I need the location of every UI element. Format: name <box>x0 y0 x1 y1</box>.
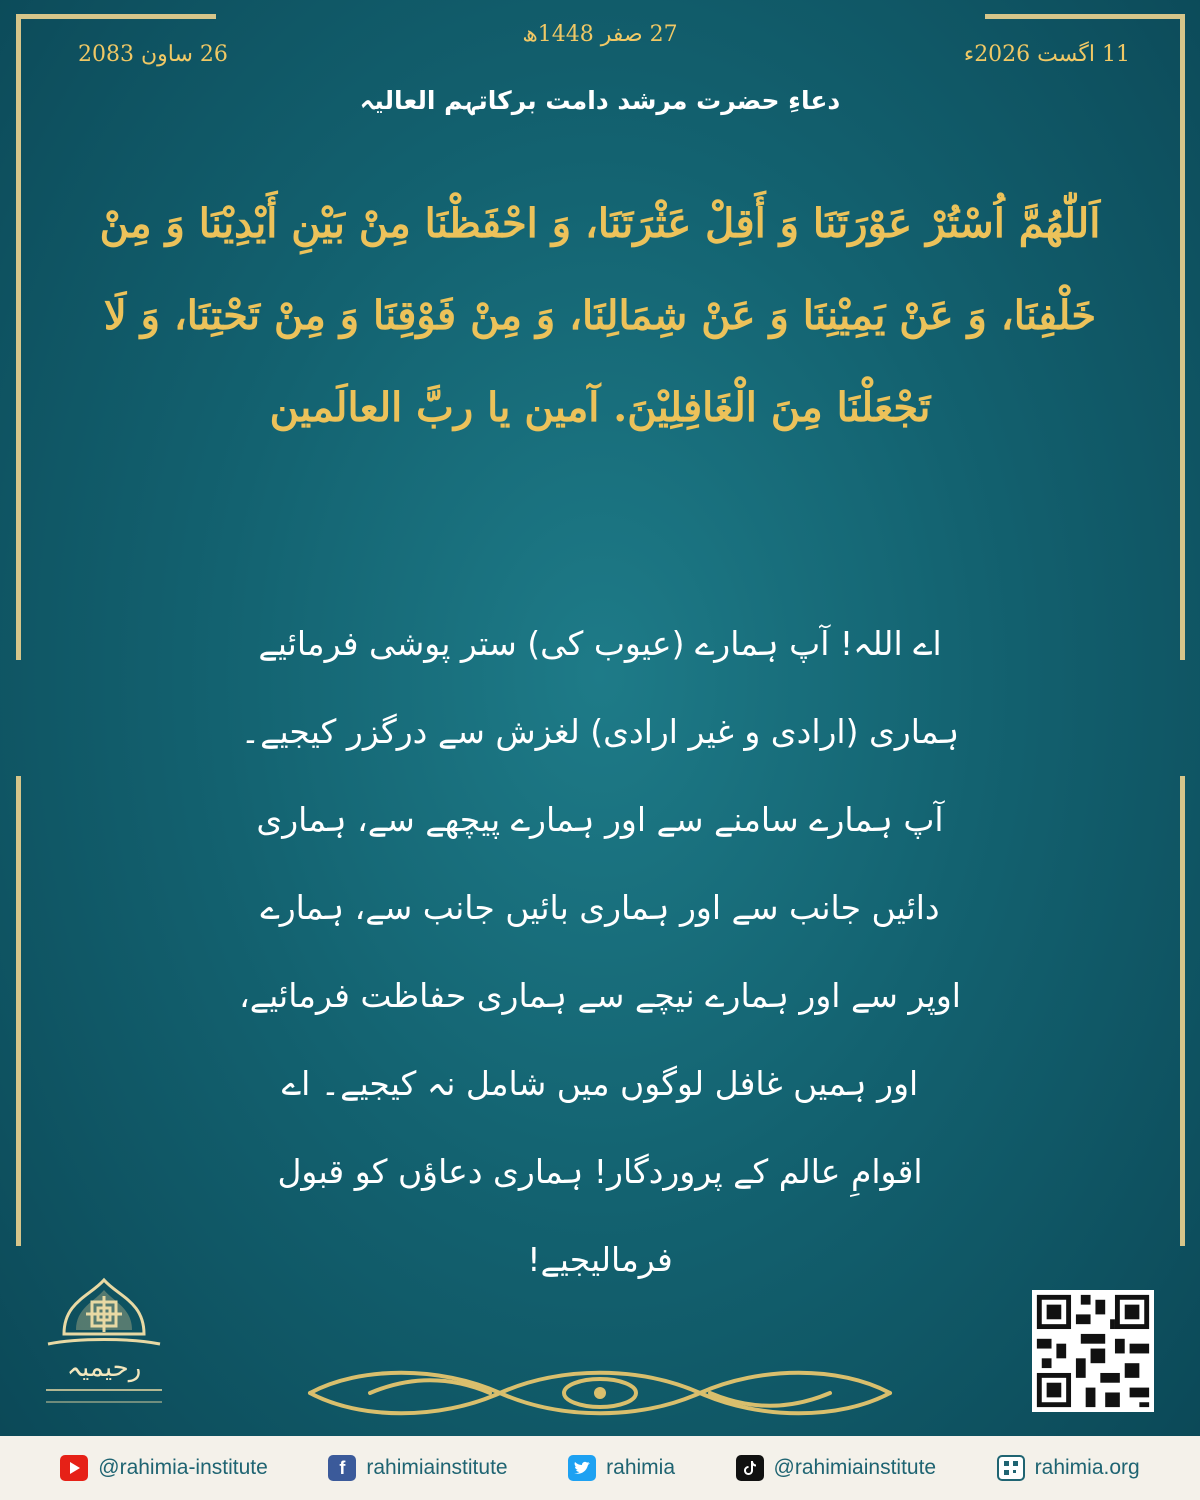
page-title: دعاءِ حضرت مرشد دامت برکاتہم العالیہ <box>359 86 841 115</box>
translation-line: ہماری (ارادی و غیر ارادی) لغزش سے درگزر کیجیے۔ <box>240 712 960 751</box>
social-footer <box>0 1436 1200 1500</box>
twitter-link[interactable] <box>568 1455 675 1481</box>
facebook-label: rahimiainstitute <box>366 1456 508 1479</box>
frame-right-bottom <box>1180 776 1185 1246</box>
translation-line: اوپر سے اور ہمارے نیچے سے ہماری حفاظت فرمائیے، <box>239 976 961 1015</box>
translation-line: اقوامِ عالم کے پروردگار! ہماری دعاؤں کو قبول <box>277 1152 923 1191</box>
website-link[interactable] <box>997 1455 1140 1481</box>
ornament-divider <box>300 1362 900 1424</box>
dua-translation <box>230 600 970 1304</box>
gregorian-date: 11 اگست 2026ء <box>963 42 1130 67</box>
translation-line: فرمالیجیے! <box>527 1240 673 1279</box>
tiktok-label: @rahimiainstitute <box>773 1456 937 1479</box>
facebook-icon: f <box>328 1455 356 1481</box>
qr-code-icon <box>1032 1290 1154 1412</box>
translation-line: اے اللہ! آپ ہمارے (عیوب کی) ستر پوشی فرمائیے <box>258 624 942 663</box>
frame-top-right <box>985 14 1185 19</box>
qr-web-icon <box>997 1455 1025 1481</box>
translation-line: اور ہمیں غافل لوگوں میں شامل نہ کیجیے۔ اے <box>281 1064 919 1103</box>
youtube-label: @rahimia-institute <box>98 1456 268 1479</box>
frame-top-left <box>16 14 216 19</box>
qr-code[interactable] <box>1032 1290 1154 1412</box>
youtube-link[interactable] <box>60 1455 268 1481</box>
tiktok-link[interactable] <box>736 1455 937 1481</box>
frame-left-bottom <box>16 776 21 1246</box>
translation-line: دائیں جانب سے اور ہماری بائیں جانب سے، ہمارے <box>260 888 940 927</box>
facebook-link[interactable] <box>328 1455 507 1481</box>
bikrami-date: 26 ساون 2083 <box>78 42 228 67</box>
hijri-date: 27 صفر 1448ھ <box>522 22 678 47</box>
website-label: rahimia.org <box>1034 1456 1140 1479</box>
twitter-icon <box>568 1455 596 1481</box>
youtube-icon <box>60 1455 88 1481</box>
dua-arabic-text: اَللّٰهُمَّ اُسْتُرْ عَوْرَتَنَا وَ أَقِلْ عَثْرَتَنَا، وَ احْفَظْنَا مِنْ بَيْنِ أَيْدِيْنَا وَ مِنْ خَلْفِنَا، وَ عَنْ يَمِيْنِنَا وَ عَنْ شِمَالِنَا، وَ مِنْ فَوْقِنَا وَ مِنْ تَحْتِنَا، وَ لَا تَجْعَلْنَا مِنَ الْغَافِلِيْنَ. آمين يا ربَّ العالَمين <box>99 200 1101 431</box>
translation-line: آپ ہمارے سامنے سے اور ہمارے پیچھے سے، ہماری <box>256 800 944 839</box>
rahimia-logo-icon <box>38 1272 170 1422</box>
logo-text: رحیمیہ <box>66 1353 142 1383</box>
twitter-label: rahimia <box>606 1456 675 1479</box>
tiktok-icon <box>736 1455 764 1481</box>
